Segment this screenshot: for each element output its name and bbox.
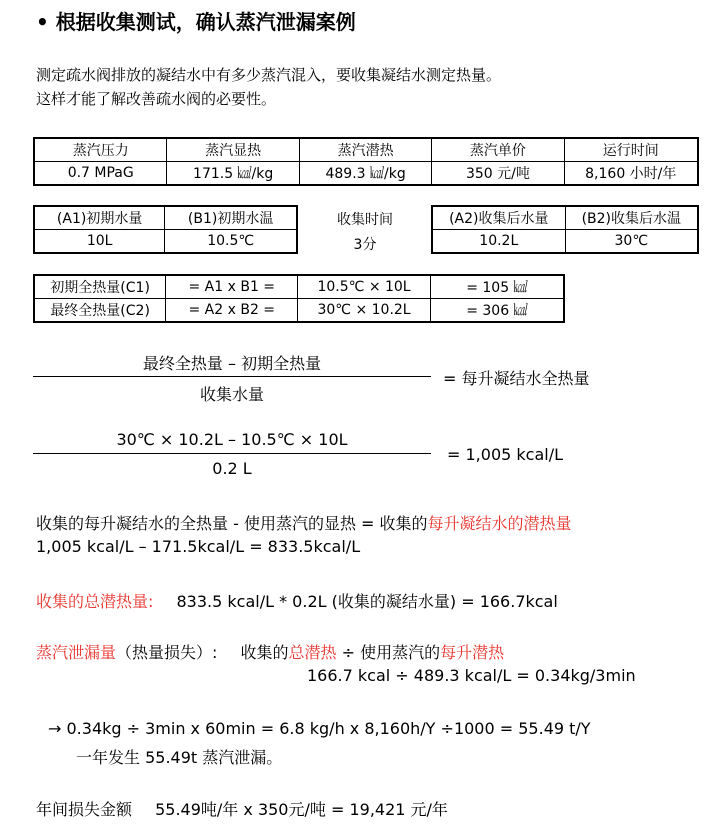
yearly-leak-statement: 一年发生 55.49t 蒸汽泄漏。 — [76, 748, 283, 767]
value-initial-temp: 10.5℃ — [165, 230, 297, 254]
formula2-result: = 1,005 kcal/L — [447, 445, 563, 464]
intro-line-1: 测定疏水阀排放的凝结水中有多少蒸汽混入，要收集凝结水测定热量。 — [36, 66, 502, 84]
formula1-numerator: 最终全热量 – 初期全热量 — [142, 354, 322, 373]
final-total-heat-calc: 30℃ × 10.2L — [298, 299, 431, 323]
total-heat-table — [33, 274, 565, 323]
table-row — [34, 299, 564, 323]
initial-total-heat-result: = 105 ㎉ — [430, 275, 564, 299]
value-sensible-heat: 171.5 ㎉/kg — [167, 162, 299, 186]
steam-leak-text-b: ÷ 使用蒸汽的 — [341, 643, 441, 662]
steam-leak-line — [36, 640, 504, 663]
steam-leak-calc: 166.7 kcal ÷ 489.3 kcal/L = 0.34kg/3min — [307, 666, 636, 685]
total-latent-line — [36, 589, 558, 612]
latent-per-liter-calc: 1,005 kcal/L – 171.5kcal/L = 833.5kcal/L — [36, 537, 361, 556]
collected-water-table — [431, 205, 699, 254]
value-steam-pressure: 0.7 MPaG — [34, 162, 167, 186]
header-steam-price: 蒸汽单价 — [432, 138, 564, 162]
steam-parameters-table — [33, 137, 699, 186]
table-row — [34, 275, 564, 299]
initial-total-heat-label: 初期全热量(C1) — [34, 275, 166, 299]
latent-per-liter-line — [36, 511, 572, 534]
header-latent-heat: 蒸汽潜热 — [299, 138, 431, 162]
total-latent-calc: 833.5 kcal/L * 0.2L (收集的凝结水量) = 166.7kcal — [176, 592, 558, 611]
annual-loss-line — [36, 797, 448, 820]
steam-leak-highlight-a: 总潜热 — [288, 643, 337, 662]
formula2-fraction-bar — [33, 453, 431, 454]
header-initial-temp: (B1)初期水温 — [165, 206, 297, 230]
formula1-fraction-bar — [33, 376, 431, 377]
steam-leak-label: 蒸汽泄漏量 — [36, 643, 117, 662]
final-total-heat-label: 最终全热量(C2) — [34, 299, 166, 323]
final-total-heat-formula: = A2 x B2 = — [166, 299, 298, 323]
value-initial-volume: 10L — [34, 230, 165, 254]
value-collected-volume: 10.2L — [432, 230, 565, 254]
final-total-heat-result: = 306 ㎉ — [430, 299, 564, 323]
value-latent-heat: 489.3 ㎉/kg — [299, 162, 431, 186]
initial-water-table — [33, 205, 298, 254]
total-latent-label: 收集的总潜热量: — [36, 592, 154, 611]
steam-leak-paren: （热量损失）: — [116, 643, 218, 662]
initial-total-heat-formula: = A1 x B1 = — [166, 275, 298, 299]
formula1-result: = 每升凝结水全热量 — [443, 369, 590, 388]
hourly-yearly-calc: → 0.34kg ÷ 3min x 60min = 6.8 kg/h x 8,160h/Y ÷1000 = 55.49 t/Y — [48, 719, 591, 738]
steam-leak-text-a: 收集的 — [240, 643, 289, 662]
value-steam-price: 350 元/吨 — [432, 162, 564, 186]
header-collected-temp: (B2)收集后水温 — [565, 206, 698, 230]
value-collected-temp: 30℃ — [565, 230, 698, 254]
header-collected-volume: (A2)收集后水量 — [432, 206, 565, 230]
value-operating-time: 8,160 小时/年 — [564, 162, 698, 186]
annual-loss-label: 年间损失金额 — [36, 800, 133, 819]
header-initial-volume: (A1)初期水量 — [34, 206, 165, 230]
formula1-denominator: 收集水量 — [199, 385, 264, 404]
intro-line-2: 这样才能了解改善疏水阀的必要性。 — [36, 90, 277, 108]
page-title: • 根据收集测试，确认蒸汽泄漏案例 — [36, 10, 356, 34]
formula2-denominator: 0.2 L — [212, 459, 252, 478]
initial-total-heat-calc: 10.5℃ × 10L — [298, 275, 431, 299]
header-operating-time: 运行时间 — [564, 138, 698, 162]
latent-per-liter-text: 收集的每升凝结水的全热量 - 使用蒸汽的显热 = 收集的 — [36, 514, 428, 533]
collection-time-label: 收集时间 — [337, 212, 393, 228]
collection-time-value: 3分 — [353, 237, 377, 253]
annual-loss-calc: 55.49吨/年 x 350元/吨 = 19,421 元/年 — [155, 800, 448, 819]
formula2-numerator: 30℃ × 10.2L – 10.5℃ × 10L — [116, 430, 348, 449]
header-sensible-heat: 蒸汽显热 — [167, 138, 299, 162]
steam-leak-highlight-b: 每升潜热 — [440, 643, 505, 662]
latent-per-liter-highlight: 每升凝结水的潜热量 — [427, 514, 572, 533]
header-steam-pressure: 蒸汽压力 — [34, 138, 167, 162]
